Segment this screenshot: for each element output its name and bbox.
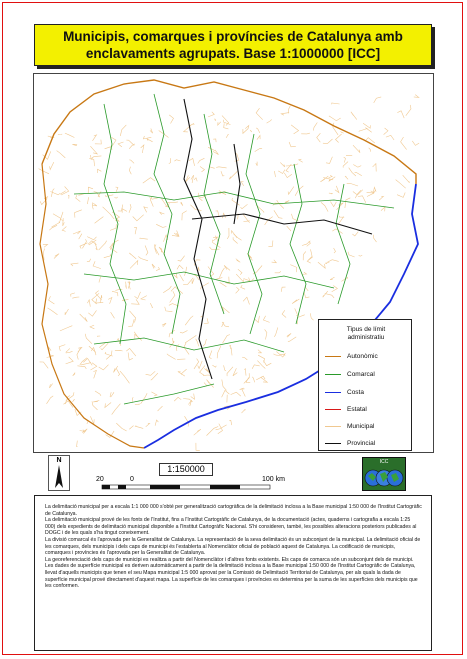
description-panel — [34, 495, 432, 651]
legend-swatch — [325, 426, 341, 427]
legend-label: Costa — [347, 389, 364, 396]
scale-bar-graphic — [90, 476, 290, 496]
legend-box — [318, 319, 412, 451]
description-paragraph: Les dades de superfície municipal es deriven automàticament a partir de la delimitació inclosa a la Base municipal 1:50 000 de l'Institut Cartogràfic de Catalunya, llevat d'aquells municipis que tenen el seu Mapa municipal 1:5 000 aprovat per la Comissió de Delimitació Territorial de Catalunya, per als quals la dada de superfície municipal prové directament d'aquest mapa. La superfície de les comarques i províncies es determina per la suma de les superfícies dels municipis que les conformen. — [45, 563, 418, 590]
description-paragraph: La delimitació municipal prové de les fonts de l'Institut, fins a l'Institut Cartogràfic de Catalunya, de la documentació (actes, quaderns i cartografia a escala 1:25 000) dels expedients de delimitació municipal disponible a l'Institut Cartogràfic Nacional. S'hi consideren, també, les possibles alteracions posteriors publicades al DOGC i de les quals s'ha tingut coneixement. — [45, 517, 417, 537]
legend-title-line-1: Tipus de límit — [346, 326, 386, 333]
autonomic-boundary — [40, 164, 144, 448]
legend-item-costa — [325, 388, 411, 398]
scale-tick-end: 100 km — [262, 476, 285, 483]
scale-tick-start: 20 — [96, 476, 104, 483]
legend-item-autonomic — [325, 352, 411, 362]
legend-swatch — [325, 374, 341, 375]
state-border — [42, 80, 416, 184]
icc-logo — [362, 457, 406, 491]
legend-swatch — [325, 356, 341, 357]
legend-title — [319, 326, 413, 342]
description-paragraph: La divisió comarcal és l'aprovada per la Generalitat de Catalunya. La representació de la seva delimitació és un subconjunt de la municipal. La delimitació oficial de les comarques, dels municipis i dels caps de municipi és l'establerta al Nomenclàtor oficial de població aquest de Catalunya. La codificació de municipis, comarques i províncies és l'aprovada per la Generalitat de Catalunya. — [45, 536, 421, 557]
legend-label: Provincial — [347, 440, 376, 447]
scale-bar — [90, 476, 290, 496]
legend-label: Comarcal — [347, 371, 375, 378]
legend-swatch — [325, 443, 341, 444]
legend-swatch — [325, 409, 341, 410]
legend-swatch — [325, 392, 341, 393]
scale-tick-zero: 0 — [130, 476, 134, 483]
legend-item-municipal — [325, 422, 411, 432]
legend-title-line-2: administratiu — [347, 334, 385, 341]
scale-ratio: 1:150000 — [159, 463, 213, 476]
legend-label: Autonòmic — [347, 353, 378, 360]
north-label: N — [56, 457, 62, 464]
legend-item-estatal — [325, 405, 411, 415]
description-paragraph: La delimitació municipal per a escala 1:1 000 000 s'obté per generalització cartogràfica de la delimitació inclosa a la Base municipal 1:50 000 de l'Institut Cartogràfic de Catalunya. — [45, 504, 422, 517]
north-arrow — [48, 455, 70, 491]
map-title — [34, 24, 432, 66]
map-frame[interactable] — [33, 73, 434, 453]
description-paragraph: La georeferenciació dels caps de municipi es realitza a partir del Nomenclàtor i d'altres fonts existents. Els caps de comarca són un subconjunt dels de municipi. — [45, 556, 414, 563]
legend-item-provincial — [325, 439, 411, 449]
map-title-line-2: enclavaments agrupats. Base 1:1000000 [ICC] — [85, 46, 381, 61]
legend-label: Municipal — [347, 423, 375, 430]
legend-item-comarcal — [325, 370, 411, 380]
logo-text: ICC — [379, 459, 389, 465]
legend-label: Estatal — [347, 406, 367, 413]
map-title-line-1: Municipis, comarques i províncies de Catalunya amb — [63, 29, 403, 44]
